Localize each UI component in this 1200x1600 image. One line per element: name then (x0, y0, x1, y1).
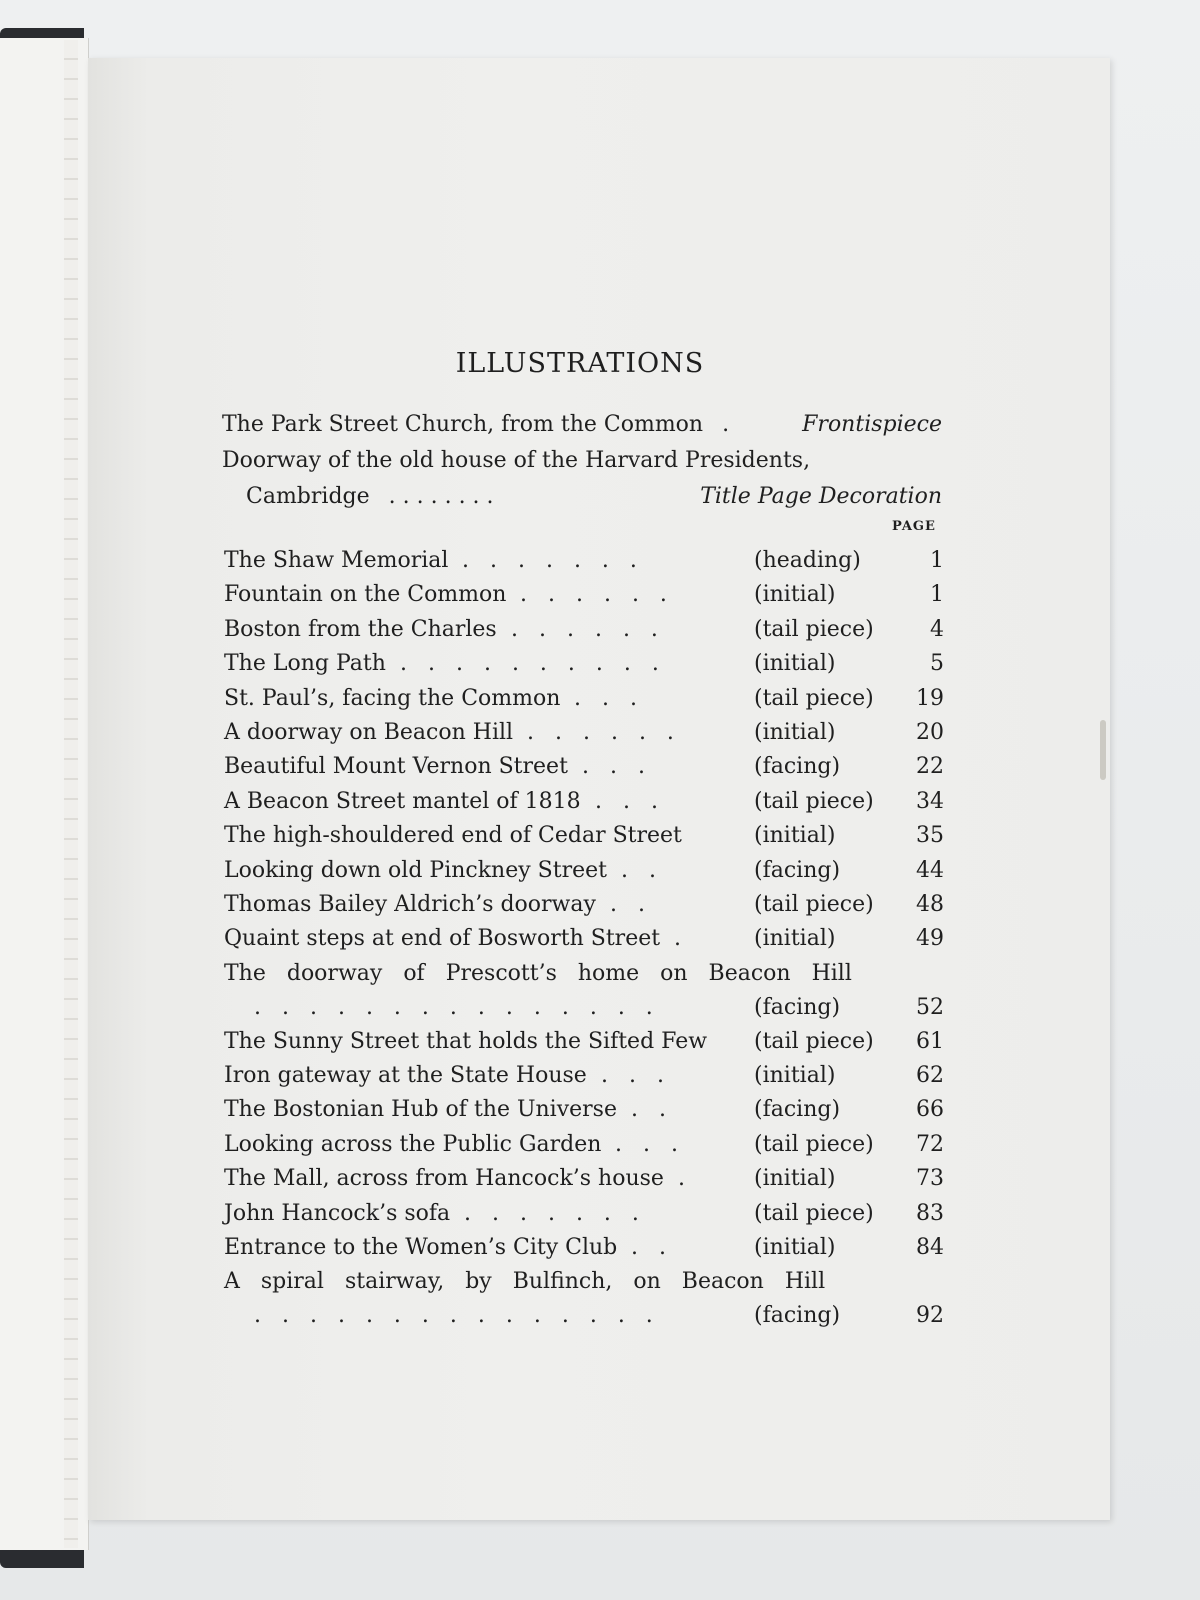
entry-leader-dots: . (674, 926, 688, 952)
entry-page-number: 1 (930, 548, 944, 573)
entry-title: Fountain on the Common (224, 582, 507, 608)
entry-title: John Hancock’s sofa (224, 1200, 451, 1226)
entry-title: A spiral stairway, by Bulfinch, on Beacon Hill (224, 1269, 826, 1295)
list-item (224, 1235, 944, 1269)
entry-kind: (tail piece) (754, 685, 874, 711)
entry-page-number: 1 (930, 582, 944, 608)
entry-kind: (tail piece) (754, 891, 874, 917)
front-entry-continuation: Cambridge (246, 484, 370, 509)
entry-leader-dots: . . (631, 1097, 673, 1123)
entry-kind: (initial) (754, 719, 836, 745)
entry-leader-dots: . . (621, 857, 663, 883)
entry-leader-dots: . . . . . . (520, 582, 674, 608)
front-entry-frontispiece (222, 412, 942, 442)
list-item (224, 858, 944, 892)
entry-leader-dots: . . . (595, 788, 665, 814)
list-item (224, 1269, 944, 1337)
entry-leader-dots: . . . . . . . (462, 548, 644, 573)
entry-title: Boston from the Charles (224, 616, 497, 642)
entry-kind: (facing) (754, 1097, 841, 1123)
list-item (224, 1166, 944, 1200)
entry-leader-dots: . . . (574, 685, 644, 711)
entry-kind: (tail piece) (754, 788, 874, 814)
entry-leader-dots: . . (610, 891, 652, 917)
list-item (224, 961, 944, 1029)
page-heading: ILLUSTRATIONS (455, 348, 705, 379)
entry-page-number: 92 (916, 1303, 944, 1329)
entry-leader-dots: . . . . . . . (464, 1200, 646, 1226)
entry-title: The Bostonian Hub of the Universe (224, 1097, 617, 1123)
entry-title: The high-shouldered end of Cedar Street (224, 823, 682, 849)
entry-leader-dots: . . . . . . . . . . . . . . . (254, 1303, 660, 1329)
entry-kind: (initial) (754, 582, 836, 608)
list-item (224, 926, 944, 960)
front-entry-label: Title Page Decoration (700, 484, 942, 509)
entry-kind: (tail piece) (754, 1200, 874, 1226)
entry-page-number: 5 (930, 651, 944, 677)
entry-kind: (tail piece) (754, 1028, 874, 1054)
entry-leader-dots: . . . . . . . . . . . . . . . (254, 994, 660, 1020)
list-item (224, 1132, 944, 1166)
entry-kind: (facing) (754, 857, 841, 883)
entry-title: Quaint steps at end of Bosworth Street (224, 926, 661, 952)
page-edges (64, 40, 78, 1548)
entry-title: The Sunny Street that holds the Sifted Few (224, 1028, 708, 1054)
entry-kind: (initial) (754, 926, 836, 952)
entry-page-number: 22 (916, 754, 944, 780)
list-item (224, 617, 944, 651)
front-entry-title: Doorway of the old house of the Harvard Presidents, (222, 448, 811, 473)
list-item (224, 720, 944, 754)
entry-kind: (facing) (754, 1303, 841, 1329)
entry-title: Thomas Bailey Aldrich’s doorway (224, 891, 596, 917)
entry-leader-dots: . . . (601, 1063, 671, 1089)
entry-page-number: 62 (916, 1063, 944, 1089)
list-item (224, 582, 944, 616)
entry-page-number: 73 (916, 1166, 944, 1192)
entry-title: Entrance to the Women’s City Club (224, 1235, 618, 1261)
entry-leader-dots: . . . (582, 754, 652, 780)
entry-leader-dots: . . . . . . (527, 719, 681, 745)
list-item (224, 548, 944, 582)
entry-kind: (initial) (754, 1166, 836, 1192)
list-item (224, 651, 944, 685)
entry-title: Looking across the Public Garden (224, 1131, 602, 1157)
entry-kind: (initial) (754, 651, 836, 677)
entry-title: Looking down old Pinckney Street (224, 857, 607, 883)
list-item (224, 686, 944, 720)
list-item (224, 1029, 944, 1063)
list-item (224, 1097, 944, 1131)
entry-leader-dots: . . . (615, 1131, 685, 1157)
entry-page-number: 72 (916, 1131, 944, 1157)
front-entry-title-page-cont (222, 484, 942, 514)
entry-kind: (heading) (754, 548, 861, 573)
entry-page-number: 34 (916, 788, 944, 814)
entry-kind: (initial) (754, 1235, 836, 1261)
entry-title: A doorway on Beacon Hill (224, 719, 514, 745)
page-stain (1100, 720, 1106, 780)
list-item (224, 1063, 944, 1097)
entry-page-number: 4 (930, 616, 944, 642)
list-item (224, 892, 944, 926)
entry-title: A Beacon Street mantel of 1818 (224, 788, 581, 814)
entry-page-number: 84 (916, 1235, 944, 1261)
entry-title: Beautiful Mount Vernon Street (224, 754, 568, 780)
entry-page-number: 35 (916, 823, 944, 849)
entry-page-number: 66 (916, 1097, 944, 1123)
list-item (224, 789, 944, 823)
page-column-label: PAGE (892, 519, 936, 534)
entry-title: The Mall, across from Hancock’s house (224, 1166, 664, 1192)
illustrations-list (224, 548, 944, 1337)
entry-leader-dots: . (678, 1166, 692, 1192)
list-item (224, 1201, 944, 1235)
entry-title: The doorway of Prescott’s home on Beacon Hill (224, 960, 852, 986)
entry-page-number: 61 (916, 1028, 944, 1054)
entry-kind: (initial) (754, 1063, 836, 1089)
entry-page-number: 44 (916, 857, 944, 883)
entry-page-number: 48 (916, 891, 944, 917)
entry-leader-dots: . . . . . . (511, 616, 665, 642)
entry-title: St. Paul’s, facing the Common (224, 685, 561, 711)
list-item (224, 754, 944, 788)
entry-kind: (facing) (754, 754, 841, 780)
front-entry-title-page (222, 448, 942, 478)
entry-page-number: 19 (916, 685, 944, 711)
front-entry-dots: . . . . . . . . (388, 484, 494, 509)
entry-kind: (facing) (754, 994, 841, 1020)
list-item (224, 823, 944, 857)
entry-title: The Long Path (224, 651, 386, 677)
entry-page-number: 49 (916, 926, 944, 952)
entry-kind: (tail piece) (754, 1131, 874, 1157)
entry-title: The Shaw Memorial (224, 548, 449, 573)
entry-page-number: 20 (916, 719, 944, 745)
entry-page-number: 52 (916, 994, 944, 1020)
entry-kind: (tail piece) (754, 616, 874, 642)
front-entry-label: Frontispiece (802, 412, 942, 437)
front-entry-dots: . (722, 412, 730, 437)
entry-page-number: 83 (916, 1200, 944, 1226)
front-entry-title: The Park Street Church, from the Common (222, 412, 704, 437)
entry-kind: (initial) (754, 823, 836, 849)
entry-leader-dots: . . (631, 1235, 673, 1261)
entry-leader-dots: . . . . . . . . . . (400, 651, 666, 677)
entry-title: Iron gateway at the State House (224, 1063, 587, 1089)
